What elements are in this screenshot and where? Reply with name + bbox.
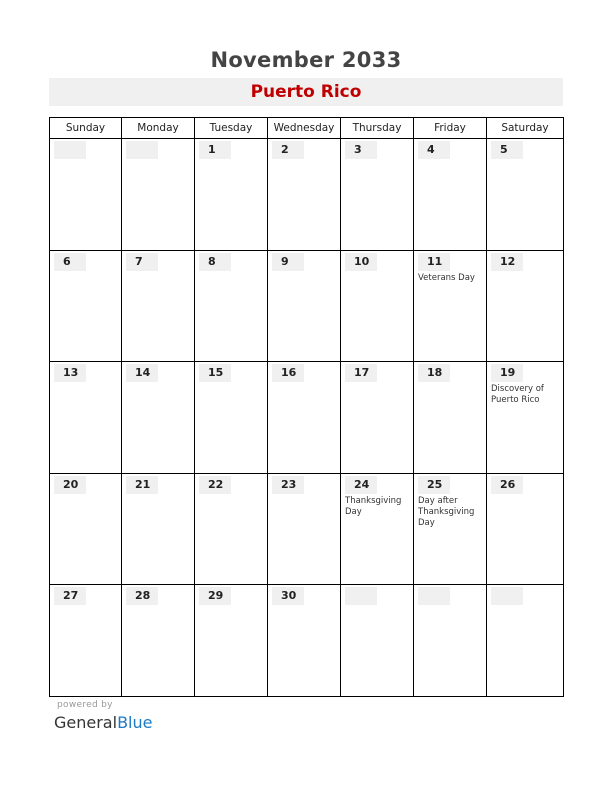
date-number: 23	[272, 476, 304, 494]
weekday-thursday: Thursday	[341, 118, 414, 138]
date-number: 16	[272, 364, 304, 382]
day-cell[interactable]	[50, 362, 122, 474]
day-cell[interactable]	[195, 139, 268, 251]
weekday-saturday: Saturday	[501, 122, 549, 134]
day-cell[interactable]	[195, 474, 268, 585]
date-number: 3	[345, 141, 377, 159]
date-number: 26	[491, 476, 523, 494]
region-banner	[49, 78, 563, 106]
date-number: 5	[491, 141, 523, 159]
date-number	[491, 587, 523, 605]
date-number: 28	[126, 587, 158, 605]
day-cell[interactable]	[341, 139, 414, 251]
holiday-label: Veterans Day	[418, 273, 475, 283]
calendar-grid	[49, 117, 564, 697]
date-number: 2	[272, 141, 304, 159]
day-cell[interactable]	[122, 139, 195, 251]
date-number: 24	[345, 476, 377, 494]
date-number: 10	[345, 253, 377, 271]
weekday-tuesday: Tuesday	[195, 118, 268, 138]
day-cell[interactable]	[341, 251, 414, 362]
powered-by-text: powered by	[57, 700, 113, 710]
weekday-header-row	[50, 118, 563, 139]
weekday-monday: Monday	[122, 118, 195, 138]
date-number: 18	[418, 364, 450, 382]
day-cell[interactable]	[341, 362, 414, 474]
generalblue-logo[interactable]	[54, 713, 152, 732]
date-number: 21	[126, 476, 158, 494]
date-number: 1	[199, 141, 231, 159]
day-cell[interactable]	[122, 362, 195, 474]
date-number: 11	[418, 253, 450, 271]
day-cell[interactable]	[268, 139, 341, 251]
day-cell[interactable]	[268, 474, 341, 585]
date-number: 6	[54, 253, 86, 271]
date-number	[126, 141, 158, 159]
date-number: 19	[491, 364, 523, 382]
day-cell[interactable]	[50, 139, 122, 251]
region-label: Puerto Rico	[250, 82, 362, 102]
day-cell[interactable]	[122, 585, 195, 696]
day-cell[interactable]	[268, 362, 341, 474]
day-cell[interactable]	[414, 251, 487, 362]
day-cell[interactable]	[414, 362, 487, 474]
holiday-label: Thanksgiving Day	[345, 496, 402, 517]
date-number	[345, 587, 377, 605]
date-number: 14	[126, 364, 158, 382]
day-cell[interactable]	[122, 474, 195, 585]
day-cell[interactable]	[414, 585, 487, 696]
day-cell[interactable]	[414, 474, 487, 585]
day-cell[interactable]	[341, 474, 414, 585]
date-number: 20	[54, 476, 86, 494]
date-number: 22	[199, 476, 231, 494]
day-cell[interactable]	[268, 585, 341, 696]
date-number	[54, 141, 86, 159]
day-cell[interactable]	[487, 362, 563, 474]
brand-blue: Blue	[117, 713, 153, 732]
day-cell[interactable]	[195, 362, 268, 474]
day-cell[interactable]	[487, 474, 563, 585]
date-number: 30	[272, 587, 304, 605]
day-cell[interactable]	[50, 585, 122, 696]
weekday-sunday: Sunday	[50, 118, 122, 138]
weekday-wednesday: Wednesday	[268, 118, 341, 138]
day-cell[interactable]	[487, 139, 563, 251]
date-number	[418, 587, 450, 605]
date-number: 4	[418, 141, 450, 159]
date-number: 9	[272, 253, 304, 271]
date-number: 13	[54, 364, 86, 382]
weekday-friday: Friday	[414, 118, 487, 138]
date-number: 7	[126, 253, 158, 271]
date-number: 12	[491, 253, 523, 271]
day-cell[interactable]	[487, 251, 563, 362]
day-cell[interactable]	[50, 474, 122, 585]
date-number: 25	[418, 476, 450, 494]
day-cell[interactable]	[341, 585, 414, 696]
holiday-label: Day after Thanksgiving Day	[418, 496, 475, 528]
date-number: 8	[199, 253, 231, 271]
day-cell[interactable]	[268, 251, 341, 362]
day-cell[interactable]	[122, 251, 195, 362]
day-cell[interactable]	[195, 585, 268, 696]
day-cell[interactable]	[414, 139, 487, 251]
day-cell[interactable]	[195, 251, 268, 362]
brand-general: General	[54, 713, 118, 732]
day-cell[interactable]	[50, 251, 122, 362]
date-number: 17	[345, 364, 377, 382]
date-number: 15	[199, 364, 231, 382]
date-number: 29	[199, 587, 231, 605]
calendar-title: November 2033	[210, 48, 402, 72]
date-number: 27	[54, 587, 86, 605]
holiday-label: Discovery of Puerto Rico	[491, 384, 544, 405]
day-cell[interactable]	[487, 585, 563, 696]
